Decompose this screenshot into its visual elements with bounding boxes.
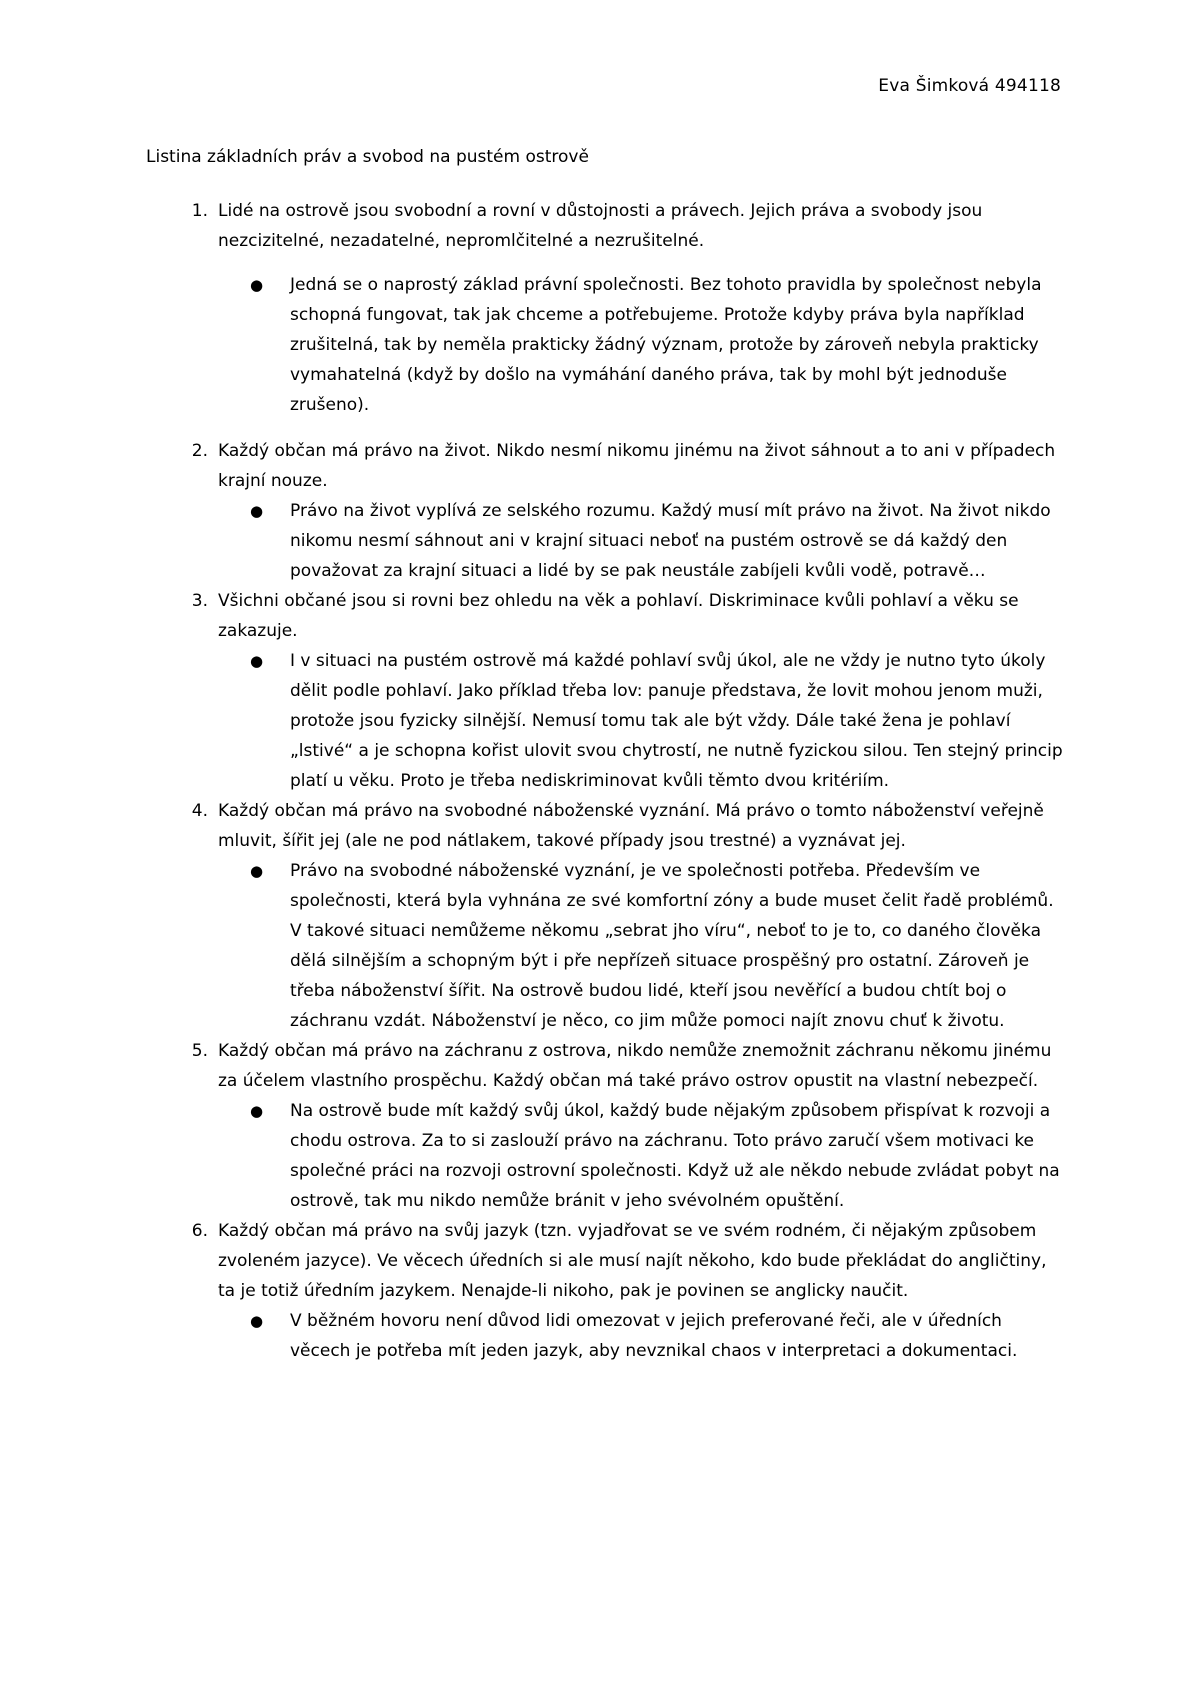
bullet-icon: ● <box>250 276 264 294</box>
bullet-text: Právo na život vyplívá ze selského rozumu. Každý musí mít právo na život. Na život nikdo nikomu nesmí sáhnout ani v krajní situaci neboť na pustém ostrově se dá každý den považovat za krajní situaci a lidé by se pak neustále zabíjeli kvůli vodě, potravě… <box>290 501 1051 581</box>
list-item <box>146 436 1066 586</box>
item-text: Všichni občané jsou si rovni bez ohledu na věk a pohlaví. Diskriminace kvůli pohlaví a věku se zakazuje. <box>218 591 1019 641</box>
list-item <box>146 796 1066 1036</box>
item-number: 3. <box>191 591 208 611</box>
item-number: 4. <box>191 801 208 821</box>
bullet-icon: ● <box>250 1312 264 1330</box>
bullet-icon: ● <box>250 862 264 880</box>
item-number: 6. <box>191 1221 208 1241</box>
author-header: Eva Šimková 494118 <box>878 76 1061 96</box>
list-item <box>146 1036 1066 1216</box>
item-text: Každý občan má právo na život. Nikdo nesmí nikomu jinému na život sáhnout a to ani v případech krajní nouze. <box>218 441 1056 491</box>
bullet-text: V běžném hovoru není důvod lidi omezovat v jejich preferované řeči, ale v úředních věcech je potřeba mít jeden jazyk, aby nevznikal chaos v interpretaci a dokumentaci. <box>290 1311 1018 1361</box>
item-text: Lidé na ostrově jsou svobodní a rovní v důstojnosti a právech. Jejich práva a svobody jsou nezcizitelné, nezadatelné, nepromlčitelné a nezrušitelné. <box>218 201 983 251</box>
item-number: 5. <box>191 1041 208 1061</box>
bullet-icon: ● <box>250 652 264 670</box>
bullet-item <box>146 646 1066 796</box>
document-title: Listina základních práv a svobod na pustém ostrově <box>146 147 589 167</box>
bullet-text: I v situaci na pustém ostrově má každé pohlaví svůj úkol, ale ne vždy je nutno tyto úkoly dělit podle pohlaví. Jako příklad třeba lov: panuje představa, že lovit mohou jenom muži, protože jsou fyzicky silnější. Nemusí tomu tak ale být vždy. Dále také žena je pohlaví „lstivé“ a je schopna kořist ulovit svou chytrostí, ne nutně fyzickou silou. Ten stejný princip platí u věku. Proto je třeba nediskriminovat kvůli těmto dvou kritériím. <box>290 651 1063 791</box>
bullet-text: Na ostrově bude mít každý svůj úkol, každý bude nějakým způsobem přispívat k rozvoji a chodu ostrova. Za to si zaslouží právo na záchranu. Toto právo zaručí všem motivaci ke společné práci na rozvoji ostrovní společnosti. Když už ale někdo nebude zvládat pobyt na ostrově, tak mu nikdo nemůže bránit v jeho svévolném opuštění. <box>290 1101 1060 1211</box>
item-text: Každý občan má právo na záchranu z ostrova, nikdo nemůže znemožnit záchranu někomu jinému za účelem vlastního prospěchu. Každý občan má také právo ostrov opustit na vlastní nebezpečí. <box>218 1041 1052 1091</box>
bullet-text: Jedná se o naprostý základ právní společnosti. Bez tohoto pravidla by společnost nebyla schopná fungovat, tak jak chceme a potřebujeme. Protože kdyby práva byla například zrušitelná, tak by neměla prakticky žádný význam, protože by zároveň nebyla prakticky vymahatelná (když by došlo na vymáhání daného práva, tak by mohl být jednoduše zrušeno). <box>290 275 1042 415</box>
rights-list <box>146 196 1066 1366</box>
bullet-item <box>146 1306 1066 1366</box>
bullet-item <box>146 270 1066 420</box>
bullet-icon: ● <box>250 502 264 520</box>
list-item <box>146 196 1066 436</box>
item-text: Každý občan má právo na svobodné náboženské vyznání. Má právo o tomto náboženství veřejně mluvit, šířit jej (ale ne pod nátlakem, takové případy jsou trestné) a vyznávat jej. <box>218 801 1044 851</box>
bullet-item <box>146 496 1066 586</box>
bullet-item <box>146 856 1066 1036</box>
bullet-icon: ● <box>250 1102 264 1120</box>
item-text: Každý občan má právo na svůj jazyk (tzn. vyjadřovat se ve svém rodném, či nějakým způsobem zvoleném jazyce). Ve věcech úředních si ale musí najít někoho, kdo bude překládat do angličtiny, ta je totiž úředním jazykem. Nenajde-li nikoho, pak je povinen se anglicky naučit. <box>218 1221 1047 1301</box>
list-item <box>146 586 1066 796</box>
bullet-text: Právo na svobodné náboženské vyznání, je ve společnosti potřeba. Především ve společnosti, která byla vyhnána ze své komfortní zóny a bude muset čelit řadě problémů. V takové situaci nemůžeme někomu „sebrat jho víru“, neboť to je to, co daného člověka dělá silnějším a schopným být i pře nepřízeň situace prospěšný pro ostatní. Zároveň je třeba náboženství šířit. Na ostrově budou lidé, kteří jsou nevěřící a budou chtít boj o záchranu vzdát. Náboženství je něco, co jim může pomoci najít znovu chuť k životu. <box>290 861 1054 1031</box>
item-number: 2. <box>191 441 208 461</box>
bullet-item <box>146 1096 1066 1216</box>
item-number: 1. <box>191 201 208 221</box>
list-item <box>146 1216 1066 1366</box>
